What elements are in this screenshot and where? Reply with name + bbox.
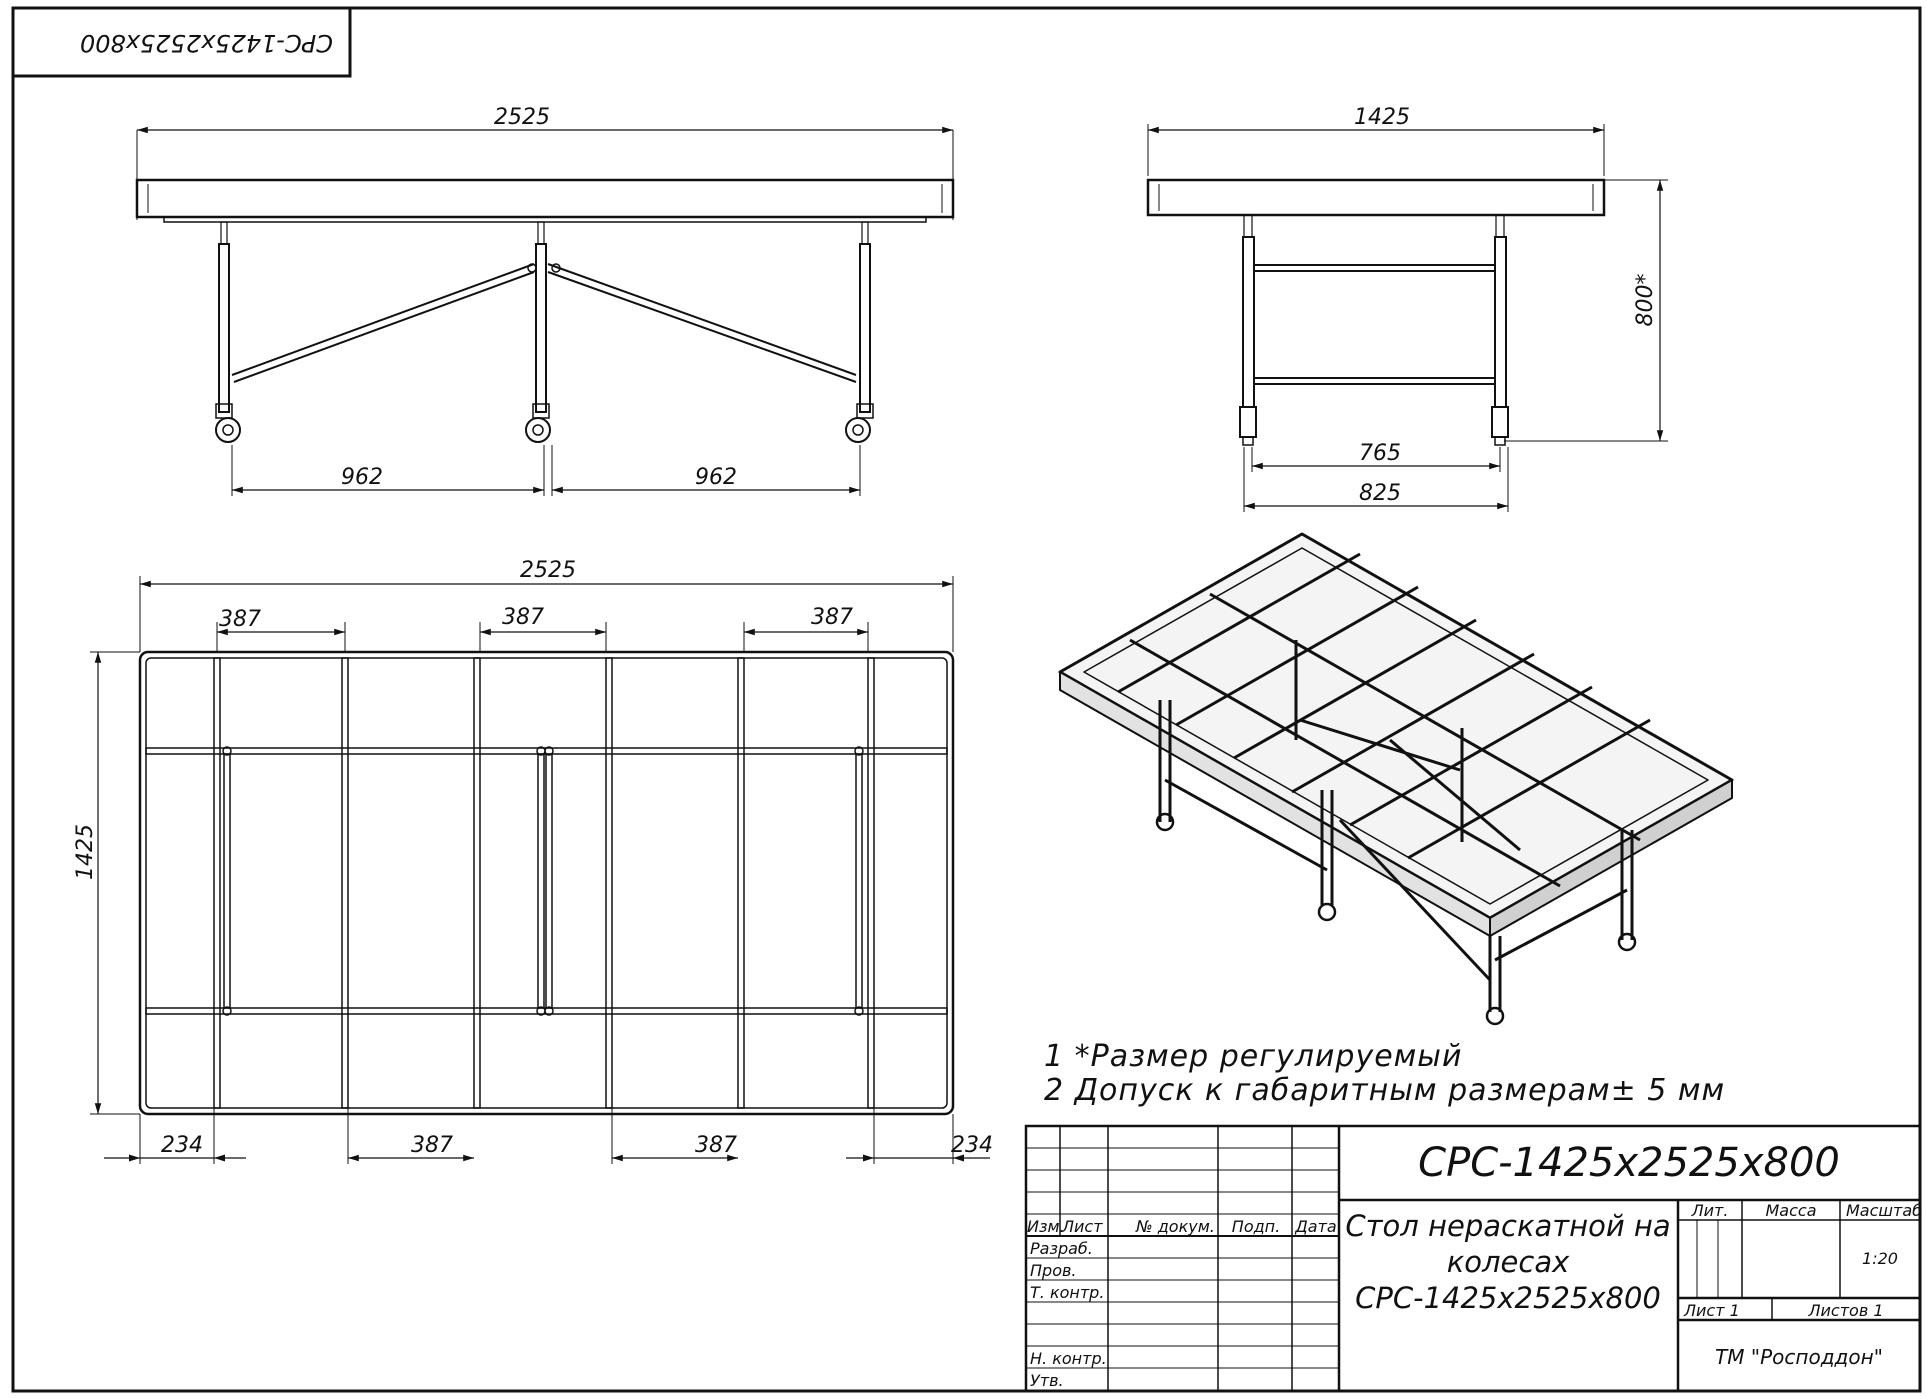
front-wheel-spacing-right-label: 962 [695, 465, 737, 490]
side-inner-track-label: 765 [1359, 441, 1401, 466]
note-tolerance: 2 Допуск к габаритным размерам± 5 мм [1044, 1073, 1726, 1108]
note-adjustable-size: 1 *Размер регулируемый [1044, 1039, 1463, 1074]
tb-sheets-label: Листов 1 [1808, 1301, 1884, 1320]
side-view [1148, 105, 1668, 512]
front-tabletop [137, 180, 953, 217]
top-width-label: 1425 [73, 824, 98, 880]
top-length-label: 2525 [520, 558, 576, 583]
side-leg-left [1240, 215, 1256, 445]
tb-name-line1: Стол нераскатной на [1345, 1209, 1671, 1243]
notes [1044, 1039, 1725, 1108]
tb-name-line3: СРС-1425х2525х800 [1355, 1281, 1661, 1315]
bottom-edge-right-label: 234 [951, 1133, 993, 1158]
top-view [73, 558, 993, 1164]
tb-scale-value: 1:20 [1862, 1249, 1898, 1268]
top-spacing-3-label: 387 [811, 605, 853, 630]
tb-row-prov: Пров. [1030, 1261, 1077, 1280]
side-width-label: 1425 [1354, 105, 1410, 130]
tb-scale-label: Масштаб [1846, 1201, 1923, 1220]
tb-row-razrab: Разраб. [1030, 1239, 1093, 1258]
front-wheel-spacing-left-label: 962 [341, 465, 383, 490]
top-spacing-2-label: 387 [502, 605, 544, 630]
tb-name-line2: колесах [1446, 1245, 1570, 1279]
corner-stamp [13, 8, 350, 76]
isometric-view [1060, 534, 1732, 1024]
bottom-spacing-2-label: 387 [695, 1133, 737, 1158]
tb-designation: СРС-1425х2525х800 [1418, 1140, 1840, 1186]
tb-company: ТМ "Росподдон" [1715, 1345, 1883, 1369]
tb-row-utv: Утв. [1030, 1371, 1064, 1390]
side-crossbar-lower [1254, 378, 1495, 384]
top-leg-supports [223, 747, 863, 1015]
side-crossbar-upper [1254, 265, 1495, 271]
tb-row-nkontr: Н. контр. [1030, 1349, 1107, 1368]
tb-sheet-label: Лист 1 [1684, 1301, 1740, 1320]
front-leg-left [216, 222, 240, 442]
tb-lit-label: Лит. [1691, 1201, 1729, 1220]
side-height-label: 800* [1633, 273, 1658, 327]
tb-col-date: Дата [1295, 1217, 1337, 1236]
tb-col-list: Лист [1062, 1217, 1103, 1236]
tb-col-izm: Изм. [1027, 1217, 1065, 1236]
side-leg-right [1492, 215, 1508, 445]
front-leg-right [846, 222, 873, 442]
front-diagonal-braces [232, 264, 856, 382]
tb-col-sign: Подп. [1231, 1217, 1281, 1236]
bottom-spacing-1-label: 387 [411, 1133, 453, 1158]
front-view [137, 105, 953, 496]
tb-row-tkontr: Т. контр. [1030, 1283, 1105, 1302]
front-leg-center [526, 222, 550, 442]
bottom-edge-left-label: 234 [161, 1133, 203, 1158]
top-spacing-1-label: 387 [219, 607, 261, 632]
title-block [1026, 1126, 1922, 1391]
side-outer-track-label: 825 [1359, 481, 1401, 506]
tb-col-doc: № докум. [1136, 1217, 1215, 1236]
front-length-label: 2525 [494, 105, 550, 130]
side-tabletop [1148, 180, 1604, 215]
corner-stamp-code: СРС-1425х2525х800 [79, 29, 333, 57]
tb-mass-label: Масса [1765, 1201, 1817, 1220]
